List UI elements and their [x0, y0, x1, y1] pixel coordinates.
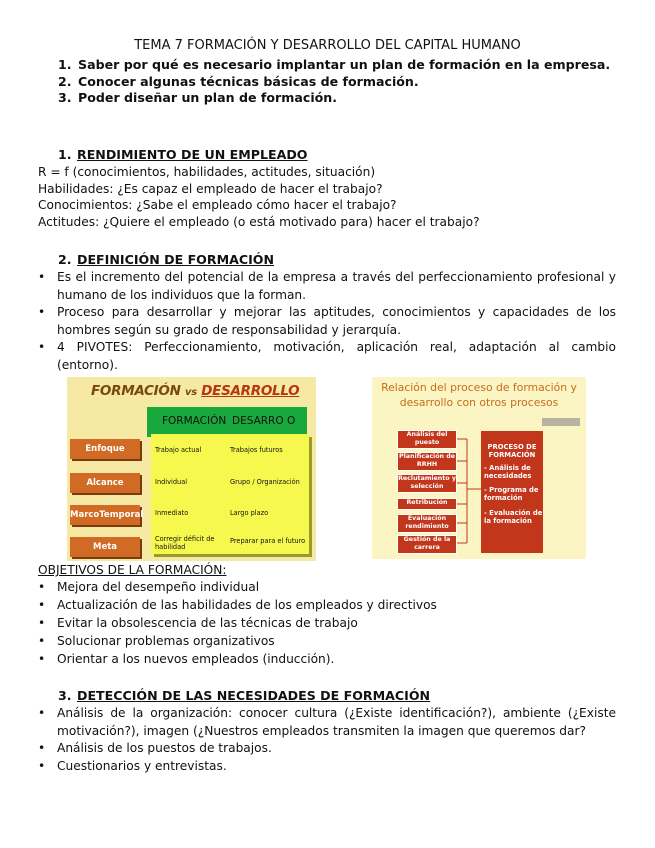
goal-item: [58, 57, 618, 74]
list-item: • Proceso para desarrollar y mejorar las aptitudes, conocimientos y capacidades de los hombres según su grado de responsabilidad y jerarquía.: [38, 304, 616, 339]
list-item: • Evitar la obsolescencia de las técnicas de trabajo: [38, 616, 358, 630]
goal-number: 1.: [58, 57, 72, 72]
goal-item: [58, 90, 618, 107]
bullet-icon: •: [38, 741, 46, 755]
process-item: - Evaluación de la formación: [484, 508, 543, 526]
bullet-icon: •: [38, 758, 46, 773]
box-evaluacion: Evaluación rendimiento: [397, 514, 457, 533]
needs-list: [38, 705, 616, 775]
cell: Individual: [155, 478, 188, 486]
proceso-formacion-box: [481, 431, 543, 553]
cell: Inmediato: [155, 509, 189, 517]
diagram1-title: FORMACIÓN vs DESARROLLO: [91, 383, 300, 399]
list-item: • Análisis de la organización: conocer cultura (¿Existe identificación?), ambiente (¿Existe motivación?), imagen (¿Nuestros empleados transmiten la imagen que queremos dar?: [38, 705, 616, 740]
box-retribucion: Retribución: [397, 498, 457, 510]
process-item: - Análisis de necesidades: [484, 463, 532, 480]
bullet-icon: •: [38, 634, 46, 648]
formula-line: R = f (conocimientos, habilidades, actitudes, situación): [38, 165, 376, 179]
formacion-vs-desarrollo-diagram: [67, 377, 316, 561]
box-planificacion: Planificación de RRHH: [397, 452, 457, 471]
column-header-desarrollo: DESARRO O: [232, 415, 296, 427]
section1-heading: [58, 147, 308, 162]
row-label-meta: Meta: [70, 537, 140, 557]
row-label-enfoque: Enfoque: [70, 439, 140, 459]
box-analisis-puesto: Análisis del puesto: [397, 430, 457, 449]
section3-heading: [58, 688, 430, 703]
section1-title: RENDIMIENTO DE UN EMPLEADO: [77, 147, 308, 162]
bullet-icon: •: [38, 340, 46, 354]
cell: Trabajo actual: [155, 446, 202, 454]
objectives-list: [38, 578, 616, 668]
box-reclutamiento: Reclutamiento y selección: [397, 474, 457, 493]
section2-number: 2.: [58, 252, 72, 267]
attitudes-line: Actitudes: ¿Quiere el empleado (o está motivado para) hacer el trabajo?: [38, 215, 480, 230]
bullet-icon: •: [38, 305, 46, 319]
list-item: • Solucionar problemas organizativos: [38, 634, 275, 648]
bullet-icon: •: [38, 616, 46, 630]
goal-item: [58, 74, 618, 91]
bullet-icon: •: [38, 706, 46, 720]
row-label-alcance: Alcance: [70, 473, 140, 493]
skills-line: Habilidades: ¿Es capaz el empleado de hacer el trabajo?: [38, 181, 383, 196]
list-item: • Es el incremento del potencial de la empresa a través del perfeccionamiento profesional y humano de los individuos que la forman.: [38, 269, 616, 304]
goal-text: Poder diseñar un plan de formación.: [78, 90, 338, 105]
process-title: PROCESO DE FORMACIÓN: [487, 443, 537, 460]
cell: Preparar para el futuro: [230, 537, 306, 545]
row-label-marco-temporal: MarcoTemporal: [70, 505, 140, 525]
definition-list: [38, 269, 616, 374]
process-item: - Programa de formación: [484, 486, 539, 503]
goal-number: 3.: [58, 90, 72, 105]
bullet-icon: •: [38, 652, 46, 666]
objectives-heading: OBJETIVOS DE LA FORMACIÓN:: [38, 563, 227, 577]
list-item: • Cuestionarios y entrevistas.: [38, 758, 616, 776]
section1-body: [38, 164, 480, 231]
document-title: TEMA 7 FORMACIÓN Y DESARROLLO DEL CAPITAL HUMANO: [134, 38, 521, 53]
section2-heading: [58, 252, 274, 267]
cell: Corregir déficit de habilidad: [155, 535, 215, 551]
cell: Grupo / Organización: [230, 478, 300, 486]
column-header-formacion: FORMACIÓN: [162, 415, 227, 427]
section3-title: DETECCIÓN DE LAS NECESIDADES DE FORMACIÓN: [77, 688, 431, 703]
knowledge-line: Conocimientos: ¿Sabe el empleado cómo hacer el trabajo?: [38, 198, 397, 213]
process-relation-diagram: [372, 377, 586, 559]
goal-text: Saber por qué es necesario implantar un plan de formación en la empresa.: [78, 57, 611, 72]
bullet-icon: •: [38, 270, 46, 284]
goal-number: 2.: [58, 73, 72, 89]
list-item: • Análisis de los puestos de trabajos.: [38, 740, 616, 758]
bullet-icon: •: [38, 598, 46, 612]
list-item: • Orientar a los nuevos empleados (inducción).: [38, 652, 335, 666]
section2-title: DEFINICIÓN DE FORMACIÓN: [77, 252, 275, 267]
box-gestion-carrera: Gestión de la carrera: [397, 535, 457, 554]
list-item: • Mejora del desempeño individual: [38, 580, 260, 594]
goals-list: [58, 57, 618, 107]
goal-text: Conocer algunas técnicas básicas de formación.: [78, 73, 419, 89]
section1-number: 1.: [58, 147, 72, 162]
list-item: • Actualización de las habilidades de los empleados y directivos: [38, 598, 437, 612]
section3-number: 3.: [58, 688, 72, 703]
diagram2-title: Relación del proceso de formación y desarrollo con otros procesos: [381, 381, 577, 409]
list-item: • 4 PIVOTES: Perfeccionamiento, motivación, aplicación real, adaptación al cambio (entorno).: [38, 339, 616, 374]
cell: Trabajos futuros: [230, 446, 283, 454]
cell: Largo plazo: [230, 509, 269, 517]
bullet-icon: •: [38, 580, 46, 594]
